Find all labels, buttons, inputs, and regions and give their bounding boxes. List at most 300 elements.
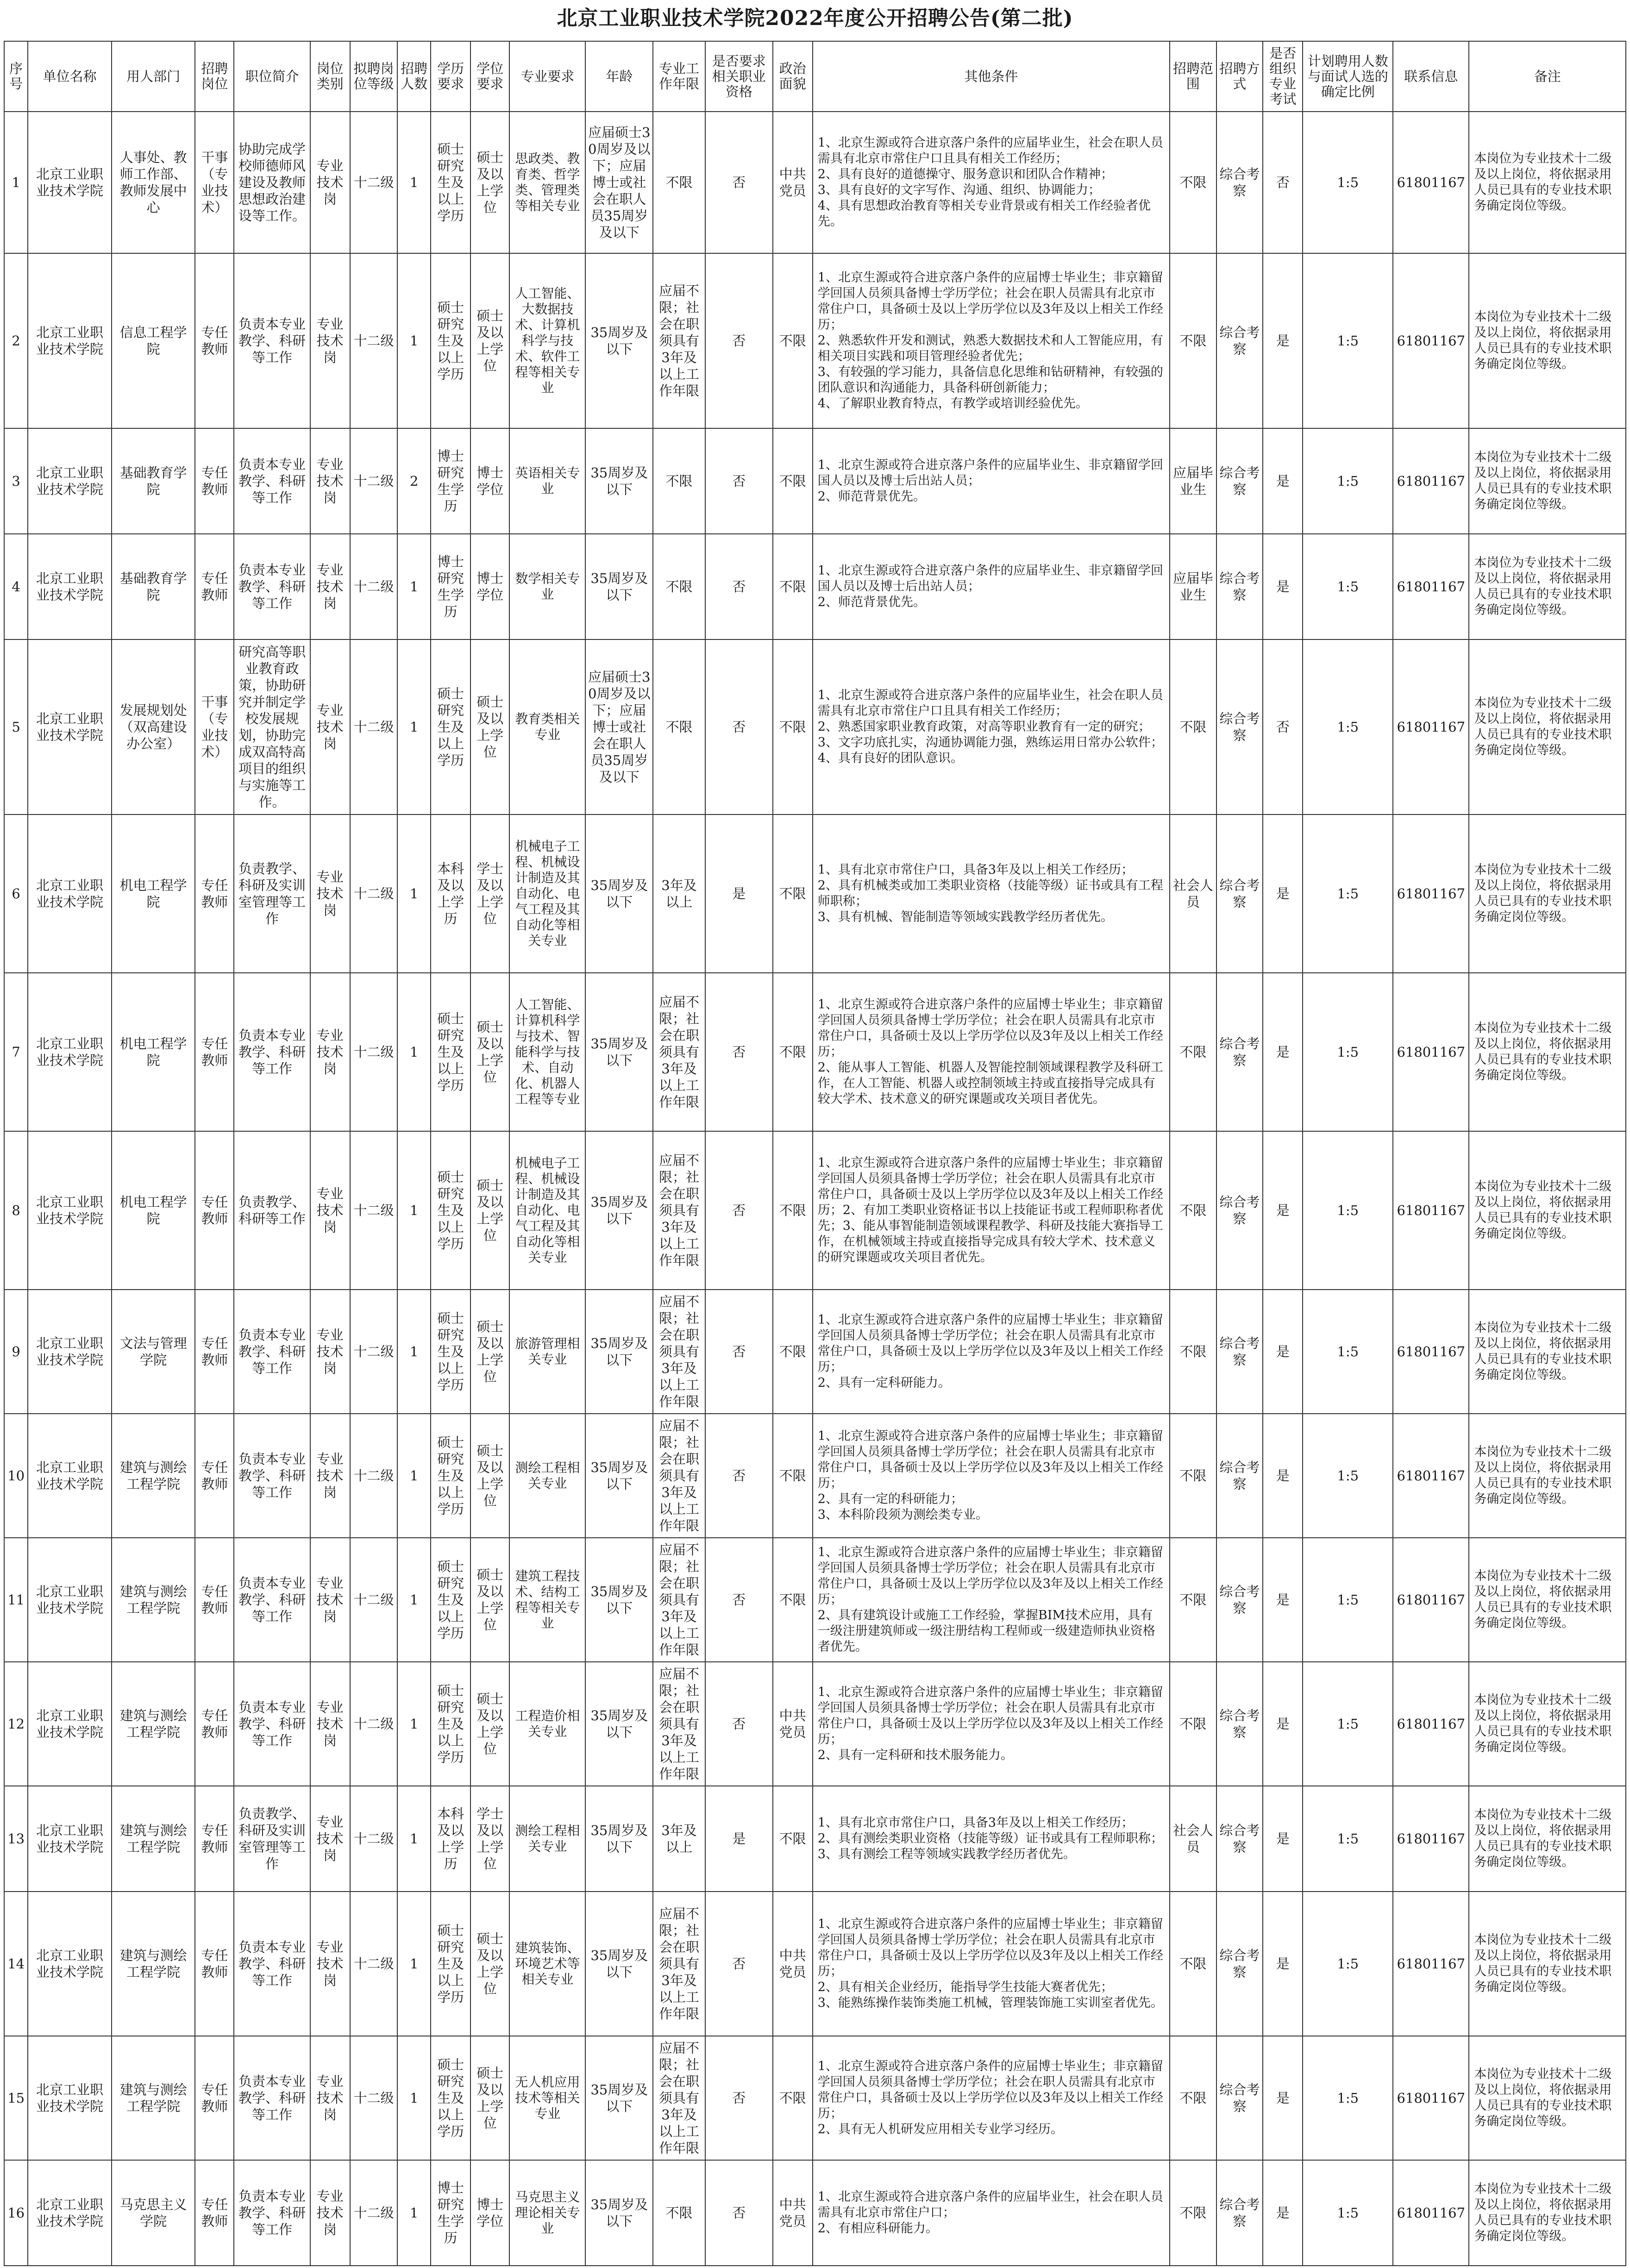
- table-row: [4, 1414, 1626, 1538]
- cell-category: 专业技术岗: [310, 2160, 350, 2266]
- cell-post: 专任教师: [195, 1414, 234, 1538]
- cell-age: 35周岁及以下: [585, 973, 653, 1131]
- cell-note: 本岗位为专业技术十二级及以上岗位，将依据录用人员已具有的专业技术职务确定岗位等级。: [1469, 2160, 1626, 2266]
- cell-contact: 61801167: [1393, 1414, 1469, 1538]
- cell-major: 工程造价相关专业: [509, 1662, 585, 1786]
- cell-age: 35周岁及以下: [585, 2160, 653, 2266]
- cell-intro: 负责本专业教学、科研等工作: [234, 1662, 310, 1786]
- cell-unit: 北京工业职业技术学院: [28, 1414, 112, 1538]
- cell-politics: 中共党员: [773, 1662, 813, 1786]
- cell-major: 数学相关专业: [509, 534, 585, 639]
- cell-post: 专任教师: [195, 1538, 234, 1662]
- cell-department: 马克思主义学院: [112, 2160, 195, 2266]
- cell-years: 3年及以上: [653, 1786, 705, 1892]
- cell-conditions: 1、北京生源或符合进京落户条件的应届博士毕业生；非京籍留学回国人员须具备博士学历学位；社会在职人员需具有北京市常住户口，具备硕士及以上学历学位以及3年及以上相关工作经历；2、有加工类职业资格证书以上技能证书或工程师职称者优先；3、能从事智能制造领域课程教学、科研及技能大赛指导工作，在机械领域主持或直接指导完成具有较大学术、技术意义的研究课题或攻关项目者优先。: [813, 1131, 1170, 1290]
- cell-conditions: 1、北京生源或符合进京落户条件的应届毕业生，社会在职人员需具有北京市常住户口且具有相关工作经历； 2、熟悉国家职业教育政策，对高等职业教育有一定的研究； 3、文字功底扎实，沟通协调能力强，熟练运用日常办公软件； 4、具有良好的团队意识。: [813, 639, 1170, 814]
- cell-exam: 是: [1263, 1892, 1303, 2036]
- cell-age: 35周岁及以下: [585, 1892, 653, 2036]
- cell-post: 专任教师: [195, 814, 234, 973]
- cell-intro: 负责教学、科研及实训室管理等工作: [234, 1786, 310, 1892]
- cell-intro: 负责本专业教学、科研等工作: [234, 534, 310, 639]
- cell-age: 应届硕士30周岁及以下；应届博士或社会在职人员35周岁及以下: [585, 112, 653, 253]
- cell-count: 1: [397, 2160, 431, 2266]
- cell-method: 综合考察: [1216, 1131, 1263, 1290]
- cell-years: 不限: [653, 639, 705, 814]
- cell-index: 12: [4, 1662, 28, 1786]
- cell-education: 硕士研究生及以上学历: [431, 639, 470, 814]
- column-header: 其他条件: [813, 41, 1170, 112]
- cell-level: 十二级: [350, 973, 398, 1131]
- cell-education: 硕士研究生及以上学历: [431, 973, 470, 1131]
- cell-post: 专任教师: [195, 1662, 234, 1786]
- cell-politics: 不限: [773, 1414, 813, 1538]
- cell-note: 本岗位为专业技术十二级及以上岗位，将依据录用人员已具有的专业技术职务确定岗位等级。: [1469, 1786, 1626, 1892]
- column-header: 学历要求: [431, 41, 470, 112]
- cell-major: 人工智能、计算机科学与技术、智能科学与技术、自动化、机器人工程等专业: [509, 973, 585, 1131]
- cell-politics: 中共党员: [773, 2160, 813, 2266]
- cell-ratio: 1:5: [1303, 1786, 1393, 1892]
- cell-certificate: 否: [705, 428, 773, 534]
- cell-degree: 硕士及以上学位: [470, 112, 509, 253]
- cell-age: 35周岁及以下: [585, 1290, 653, 1414]
- cell-conditions: 1、北京生源或符合进京落户条件的应届毕业生、非京籍留学回国人员以及博士后出站人员； 2、师范背景优先。: [813, 428, 1170, 534]
- cell-post: 专任教师: [195, 534, 234, 639]
- cell-major: 建筑装饰、环境艺术等相关专业: [509, 1892, 585, 2036]
- table-row: [4, 1538, 1626, 1662]
- cell-age: 35周岁及以下: [585, 253, 653, 428]
- cell-major: 测绘工程相关专业: [509, 1786, 585, 1892]
- cell-education: 硕士研究生及以上学历: [431, 253, 470, 428]
- cell-exam: 否: [1263, 639, 1303, 814]
- cell-ratio: 1:5: [1303, 1538, 1393, 1662]
- cell-count: 1: [397, 973, 431, 1131]
- column-header: 序号: [4, 41, 28, 112]
- cell-years: 应届不限；社会在职须具有3年及以上工作年限: [653, 1892, 705, 2036]
- cell-method: 综合考察: [1216, 2036, 1263, 2160]
- cell-index: 16: [4, 2160, 28, 2266]
- cell-major: 旅游管理相关专业: [509, 1290, 585, 1414]
- cell-conditions: 1、北京生源或符合进京落户条件的应届毕业生，社会在职人员需具有北京市常住户口； 2、有相应科研能力。: [813, 2160, 1170, 2266]
- cell-certificate: 否: [705, 1131, 773, 1290]
- cell-politics: 不限: [773, 1290, 813, 1414]
- cell-unit: 北京工业职业技术学院: [28, 639, 112, 814]
- cell-certificate: 否: [705, 1892, 773, 2036]
- cell-index: 1: [4, 112, 28, 253]
- cell-exam: 是: [1263, 428, 1303, 534]
- cell-unit: 北京工业职业技术学院: [28, 2160, 112, 2266]
- cell-note: 本岗位为专业技术十二级及以上岗位，将依据录用人员已具有的专业技术职务确定岗位等级。: [1469, 1892, 1626, 2036]
- cell-scope: 不限: [1170, 1131, 1216, 1290]
- cell-intro: 负责本专业教学、科研等工作: [234, 973, 310, 1131]
- cell-department: 建筑与测绘工程学院: [112, 2036, 195, 2160]
- cell-ratio: 1:5: [1303, 534, 1393, 639]
- cell-unit: 北京工业职业技术学院: [28, 1290, 112, 1414]
- cell-note: 本岗位为专业技术十二级及以上岗位，将依据录用人员已具有的专业技术职务确定岗位等级。: [1469, 1662, 1626, 1786]
- cell-category: 专业技术岗: [310, 1662, 350, 1786]
- cell-years: 应届不限；社会在职须具有3年及以上工作年限: [653, 1662, 705, 1786]
- cell-contact: 61801167: [1393, 1786, 1469, 1892]
- cell-unit: 北京工业职业技术学院: [28, 1786, 112, 1892]
- cell-exam: 是: [1263, 2160, 1303, 2266]
- header-row: [4, 41, 1626, 112]
- cell-department: 基础教育学院: [112, 428, 195, 534]
- cell-exam: 是: [1263, 534, 1303, 639]
- cell-category: 专业技术岗: [310, 639, 350, 814]
- cell-level: 十二级: [350, 112, 398, 253]
- table-row: [4, 639, 1626, 814]
- cell-years: 应届不限；社会在职须具有3年及以上工作年限: [653, 1131, 705, 1290]
- cell-exam: 是: [1263, 1131, 1303, 1290]
- cell-note: 本岗位为专业技术十二级及以上岗位，将依据录用人员已具有的专业技术职务确定岗位等级。: [1469, 428, 1626, 534]
- cell-contact: 61801167: [1393, 1131, 1469, 1290]
- cell-scope: 不限: [1170, 1892, 1216, 2036]
- cell-note: 本岗位为专业技术十二级及以上岗位，将依据录用人员已具有的专业技术职务确定岗位等级。: [1469, 814, 1626, 973]
- cell-certificate: 否: [705, 639, 773, 814]
- cell-post: 专任教师: [195, 1131, 234, 1290]
- cell-contact: 61801167: [1393, 112, 1469, 253]
- cell-ratio: 1:5: [1303, 1892, 1393, 2036]
- table-row: [4, 112, 1626, 253]
- cell-department: 建筑与测绘工程学院: [112, 1892, 195, 2036]
- cell-category: 专业技术岗: [310, 1414, 350, 1538]
- cell-education: 硕士研究生及以上学历: [431, 1290, 470, 1414]
- cell-department: 信息工程学院: [112, 253, 195, 428]
- table-row: [4, 1131, 1626, 1290]
- cell-major: 思政类、教育类、哲学类、管理类等相关专业: [509, 112, 585, 253]
- table-row: [4, 973, 1626, 1131]
- cell-scope: 应届毕业生: [1170, 428, 1216, 534]
- cell-certificate: 否: [705, 2160, 773, 2266]
- cell-post: 专任教师: [195, 2036, 234, 2160]
- cell-exam: 是: [1263, 1290, 1303, 1414]
- cell-count: 1: [397, 253, 431, 428]
- column-header: 职位简介: [234, 41, 310, 112]
- cell-department: 建筑与测绘工程学院: [112, 1786, 195, 1892]
- cell-age: 35周岁及以下: [585, 2036, 653, 2160]
- cell-certificate: 否: [705, 1662, 773, 1786]
- cell-degree: 硕士及以上学位: [470, 1538, 509, 1662]
- column-header: 专业要求: [509, 41, 585, 112]
- cell-age: 35周岁及以下: [585, 1538, 653, 1662]
- table-row: [4, 1290, 1626, 1414]
- cell-years: 应届不限；社会在职须具有3年及以上工作年限: [653, 1290, 705, 1414]
- cell-politics: 中共党员: [773, 112, 813, 253]
- cell-method: 综合考察: [1216, 253, 1263, 428]
- column-header: 计划聘用人数与面试人选的确定比例: [1303, 41, 1393, 112]
- cell-ratio: 1:5: [1303, 814, 1393, 973]
- cell-certificate: 否: [705, 534, 773, 639]
- cell-age: 35周岁及以下: [585, 1414, 653, 1538]
- cell-method: 综合考察: [1216, 1414, 1263, 1538]
- cell-method: 综合考察: [1216, 1662, 1263, 1786]
- cell-ratio: 1:5: [1303, 1414, 1393, 1538]
- cell-department: 建筑与测绘工程学院: [112, 1414, 195, 1538]
- cell-education: 博士研究生学历: [431, 2160, 470, 2266]
- cell-years: 3年及以上: [653, 814, 705, 973]
- cell-index: 3: [4, 428, 28, 534]
- cell-scope: 社会人员: [1170, 814, 1216, 973]
- cell-index: 6: [4, 814, 28, 973]
- cell-intro: 研究高等职业教育政策，协助研究并制定学校发展规划，协助完成双高特高项目的组织与实施等工作。: [234, 639, 310, 814]
- cell-politics: 不限: [773, 428, 813, 534]
- column-header: 年龄: [585, 41, 653, 112]
- cell-method: 综合考察: [1216, 814, 1263, 973]
- cell-scope: 不限: [1170, 639, 1216, 814]
- cell-department: 机电工程学院: [112, 1131, 195, 1290]
- cell-note: 本岗位为专业技术十二级及以上岗位，将依据录用人员已具有的专业技术职务确定岗位等级。: [1469, 973, 1626, 1131]
- cell-category: 专业技术岗: [310, 428, 350, 534]
- cell-index: 8: [4, 1131, 28, 1290]
- cell-scope: 不限: [1170, 1290, 1216, 1414]
- cell-method: 综合考察: [1216, 1538, 1263, 1662]
- cell-age: 35周岁及以下: [585, 1786, 653, 1892]
- cell-age: 35周岁及以下: [585, 814, 653, 973]
- cell-index: 9: [4, 1290, 28, 1414]
- cell-note: 本岗位为专业技术十二级及以上岗位，将依据录用人员已具有的专业技术职务确定岗位等级。: [1469, 534, 1626, 639]
- cell-level: 十二级: [350, 639, 398, 814]
- cell-contact: 61801167: [1393, 973, 1469, 1131]
- cell-education: 硕士研究生及以上学历: [431, 112, 470, 253]
- cell-count: 1: [397, 639, 431, 814]
- cell-method: 综合考察: [1216, 973, 1263, 1131]
- cell-degree: 硕士及以上学位: [470, 639, 509, 814]
- cell-degree: 硕士及以上学位: [470, 1662, 509, 1786]
- cell-scope: 不限: [1170, 253, 1216, 428]
- cell-count: 1: [397, 1131, 431, 1290]
- cell-degree: 博士学位: [470, 534, 509, 639]
- cell-age: 应届硕士30周岁及以下；应届博士或社会在职人员35周岁及以下: [585, 639, 653, 814]
- cell-category: 专业技术岗: [310, 1786, 350, 1892]
- cell-post: 专任教师: [195, 2160, 234, 2266]
- cell-politics: 不限: [773, 1131, 813, 1290]
- cell-education: 本科及以上学历: [431, 1786, 470, 1892]
- cell-age: 35周岁及以下: [585, 428, 653, 534]
- cell-count: 1: [397, 1414, 431, 1538]
- cell-years: 应届不限；社会在职须具有3年及以上工作年限: [653, 973, 705, 1131]
- cell-degree: 硕士及以上学位: [470, 1290, 509, 1414]
- table-row: [4, 253, 1626, 428]
- cell-exam: 是: [1263, 1662, 1303, 1786]
- cell-major: 教育类相关专业: [509, 639, 585, 814]
- recruitment-table: [4, 41, 1626, 2266]
- cell-conditions: 1、北京生源或符合进京落户条件的应届博士毕业生；非京籍留学回国人员须具备博士学历学位；社会在职人员需具有北京市常住户口，具备硕士及以上学历学位以及3年及以上相关工作经历； 2、具有一定的科研能力； 3、本科阶段须为测绘类专业。: [813, 1414, 1170, 1538]
- cell-exam: 否: [1263, 112, 1303, 253]
- cell-major: 建筑工程技术、结构工程等相关专业: [509, 1538, 585, 1662]
- cell-conditions: 1、北京生源或符合进京落户条件的应届博士毕业生；非京籍留学回国人员须具备博士学历学位；社会在职人员需具有北京市常住户口，具备硕士及以上学历学位以及3年及以上相关工作经历； 2、具有一定科研和技术服务能力。: [813, 1662, 1170, 1786]
- cell-department: 建筑与测绘工程学院: [112, 1662, 195, 1786]
- cell-contact: 61801167: [1393, 2160, 1469, 2266]
- cell-count: 1: [397, 1892, 431, 2036]
- cell-note: 本岗位为专业技术十二级及以上岗位，将依据录用人员已具有的专业技术职务确定岗位等级。: [1469, 2036, 1626, 2160]
- cell-intro: 负责本专业教学、科研等工作: [234, 253, 310, 428]
- column-header: 学位要求: [470, 41, 509, 112]
- cell-level: 十二级: [350, 2036, 398, 2160]
- cell-intro: 负责本专业教学、科研等工作: [234, 1290, 310, 1414]
- cell-exam: 是: [1263, 2036, 1303, 2160]
- column-header: 拟聘岗位等级: [350, 41, 398, 112]
- cell-scope: 不限: [1170, 1662, 1216, 1786]
- cell-unit: 北京工业职业技术学院: [28, 534, 112, 639]
- cell-post: 干事（专业技术）: [195, 639, 234, 814]
- cell-category: 专业技术岗: [310, 253, 350, 428]
- cell-post: 专任教师: [195, 1892, 234, 2036]
- cell-level: 十二级: [350, 1892, 398, 2036]
- page-title: 北京工业职业技术学院2022年度公开招聘公告(第二批): [557, 6, 1073, 30]
- cell-category: 专业技术岗: [310, 1290, 350, 1414]
- cell-age: 35周岁及以下: [585, 534, 653, 639]
- cell-years: 不限: [653, 112, 705, 253]
- cell-category: 专业技术岗: [310, 1892, 350, 2036]
- cell-politics: 不限: [773, 1538, 813, 1662]
- cell-index: 2: [4, 253, 28, 428]
- cell-conditions: 1、北京生源或符合进京落户条件的应届博士毕业生；非京籍留学回国人员须具备博士学历学位；社会在职人员需具有北京市常住户口，具备硕士及以上学历学位以及3年及以上相关工作经历； 2、具有无人机研发应用相关专业学习经历。: [813, 2036, 1170, 2160]
- cell-contact: 61801167: [1393, 2036, 1469, 2160]
- cell-politics: 不限: [773, 2036, 813, 2160]
- cell-level: 十二级: [350, 428, 398, 534]
- cell-note: 本岗位为专业技术十二级及以上岗位，将依据录用人员已具有的专业技术职务确定岗位等级。: [1469, 1414, 1626, 1538]
- cell-unit: 北京工业职业技术学院: [28, 253, 112, 428]
- cell-index: 14: [4, 1892, 28, 2036]
- cell-count: 1: [397, 534, 431, 639]
- cell-degree: 硕士及以上学位: [470, 1414, 509, 1538]
- cell-age: 35周岁及以下: [585, 1662, 653, 1786]
- cell-index: 11: [4, 1538, 28, 1662]
- column-header: 岗位类别: [310, 41, 350, 112]
- table-row: [4, 814, 1626, 973]
- cell-years: 不限: [653, 2160, 705, 2266]
- cell-intro: 负责本专业教学、科研等工作: [234, 1414, 310, 1538]
- column-header: 是否组织专业考试: [1263, 41, 1303, 112]
- cell-years: 不限: [653, 428, 705, 534]
- table-row: [4, 1892, 1626, 2036]
- cell-level: 十二级: [350, 253, 398, 428]
- cell-unit: 北京工业职业技术学院: [28, 1131, 112, 1290]
- cell-note: 本岗位为专业技术十二级及以上岗位，将依据录用人员已具有的专业技术职务确定岗位等级。: [1469, 253, 1626, 428]
- cell-department: 发展规划处（双高建设办公室）: [112, 639, 195, 814]
- cell-method: 综合考察: [1216, 639, 1263, 814]
- cell-ratio: 1:5: [1303, 973, 1393, 1131]
- cell-department: 机电工程学院: [112, 814, 195, 973]
- cell-certificate: 否: [705, 112, 773, 253]
- cell-conditions: 1、北京生源或符合进京落户条件的应届毕业生、非京籍留学回国人员以及博士后出站人员； 2、师范背景优先。: [813, 534, 1170, 639]
- cell-years: 应届不限；社会在职须具有3年及以上工作年限: [653, 1538, 705, 1662]
- column-header: 政治面貌: [773, 41, 813, 112]
- cell-age: 35周岁及以下: [585, 1131, 653, 1290]
- column-header: 专业工作年限: [653, 41, 705, 112]
- column-header: 联系信息: [1393, 41, 1469, 112]
- cell-unit: 北京工业职业技术学院: [28, 814, 112, 973]
- cell-degree: 博士学位: [470, 2160, 509, 2266]
- cell-politics: 不限: [773, 973, 813, 1131]
- column-header: 备注: [1469, 41, 1626, 112]
- cell-ratio: 1:5: [1303, 428, 1393, 534]
- cell-contact: 61801167: [1393, 1662, 1469, 1786]
- cell-politics: 不限: [773, 253, 813, 428]
- cell-department: 机电工程学院: [112, 973, 195, 1131]
- column-header: 招聘人数: [397, 41, 431, 112]
- cell-years: 不限: [653, 534, 705, 639]
- cell-category: 专业技术岗: [310, 2036, 350, 2160]
- cell-category: 专业技术岗: [310, 814, 350, 973]
- table-row: [4, 534, 1626, 639]
- cell-contact: 61801167: [1393, 1290, 1469, 1414]
- cell-contact: 61801167: [1393, 814, 1469, 973]
- cell-scope: 不限: [1170, 112, 1216, 253]
- cell-scope: 不限: [1170, 1414, 1216, 1538]
- cell-unit: 北京工业职业技术学院: [28, 1892, 112, 2036]
- cell-count: 1: [397, 1538, 431, 1662]
- cell-intro: 负责本专业教学、科研等工作: [234, 428, 310, 534]
- cell-degree: 学士及以上学位: [470, 1786, 509, 1892]
- cell-post: 专任教师: [195, 1290, 234, 1414]
- cell-conditions: 1、北京生源或符合进京落户条件的应届博士毕业生；非京籍留学回国人员须具备博士学历学位；社会在职人员需具有北京市常住户口，具备硕士及以上学历学位以及3年及以上相关工作经历； 2、具有相关企业经历，能指导学生技能大赛者优先； 3、能熟练操作装饰类施工机械，管理装饰施工实训室者优先。: [813, 1892, 1170, 2036]
- cell-category: 专业技术岗: [310, 1538, 350, 1662]
- cell-education: 硕士研究生及以上学历: [431, 1131, 470, 1290]
- column-header: 用人部门: [112, 41, 195, 112]
- cell-ratio: 1:5: [1303, 2036, 1393, 2160]
- cell-major: 英语相关专业: [509, 428, 585, 534]
- cell-ratio: 1:5: [1303, 1290, 1393, 1414]
- cell-certificate: 否: [705, 253, 773, 428]
- cell-ratio: 1:5: [1303, 1662, 1393, 1786]
- cell-ratio: 1:5: [1303, 639, 1393, 814]
- cell-contact: 61801167: [1393, 1538, 1469, 1662]
- cell-level: 十二级: [350, 1662, 398, 1786]
- cell-index: 13: [4, 1786, 28, 1892]
- cell-politics: 不限: [773, 814, 813, 973]
- cell-method: 综合考察: [1216, 112, 1263, 253]
- cell-intro: 负责本专业教学、科研等工作: [234, 1538, 310, 1662]
- cell-department: 建筑与测绘工程学院: [112, 1538, 195, 1662]
- cell-post: 专任教师: [195, 253, 234, 428]
- cell-contact: 61801167: [1393, 639, 1469, 814]
- cell-contact: 61801167: [1393, 428, 1469, 534]
- cell-years: 应届不限；社会在职须具有3年及以上工作年限: [653, 2036, 705, 2160]
- cell-education: 博士研究生学历: [431, 534, 470, 639]
- cell-major: 机械电子工程、机械设计制造及其自动化、电气工程及其自动化等相关专业: [509, 814, 585, 973]
- cell-degree: 硕士及以上学位: [470, 2036, 509, 2160]
- cell-scope: 不限: [1170, 2036, 1216, 2160]
- cell-intro: 负责本专业教学、科研等工作: [234, 2160, 310, 2266]
- cell-unit: 北京工业职业技术学院: [28, 2036, 112, 2160]
- cell-level: 十二级: [350, 1414, 398, 1538]
- cell-degree: 博士学位: [470, 428, 509, 534]
- cell-intro: 负责本专业教学、科研等工作: [234, 1892, 310, 2036]
- cell-intro: 负责教学、科研等工作: [234, 1131, 310, 1290]
- cell-certificate: 否: [705, 1538, 773, 1662]
- cell-certificate: 是: [705, 814, 773, 973]
- cell-politics: 不限: [773, 534, 813, 639]
- cell-major: 无人机应用技术等相关专业: [509, 2036, 585, 2160]
- cell-index: 7: [4, 973, 28, 1131]
- cell-scope: 社会人员: [1170, 1786, 1216, 1892]
- cell-intro: 负责教学、科研及实训室管理等工作: [234, 814, 310, 973]
- cell-conditions: 1、北京生源或符合进京落户条件的应届博士毕业生；非京籍留学回国人员须具备博士学历学位；社会在职人员需具有北京市常住户口，具备硕士及以上学历学位以及3年及以上相关工作经历； 2、具有建筑设计或施工工作经验，掌握BIM技术应用，具有一级注册建筑师或一级注册结构工程师或一级建造师执业资格者优先。: [813, 1538, 1170, 1662]
- cell-major: 马克思主义理论相关专业: [509, 2160, 585, 2266]
- cell-unit: 北京工业职业技术学院: [28, 1538, 112, 1662]
- cell-education: 硕士研究生及以上学历: [431, 1538, 470, 1662]
- cell-method: 综合考察: [1216, 428, 1263, 534]
- cell-department: 人事处、教师工作部、教师发展中心: [112, 112, 195, 253]
- cell-level: 十二级: [350, 1131, 398, 1290]
- cell-scope: 不限: [1170, 2160, 1216, 2266]
- cell-conditions: 1、具有北京市常住户口，具备3年及以上相关工作经历； 2、具有测绘类职业资格（技能等级）证书或具有工程师职称； 3、具有测绘工程等领域实践教学经历者优先。: [813, 1786, 1170, 1892]
- cell-major: 测绘工程相关专业: [509, 1414, 585, 1538]
- cell-degree: 学士及以上学位: [470, 814, 509, 973]
- cell-certificate: 是: [705, 1786, 773, 1892]
- cell-method: 综合考察: [1216, 534, 1263, 639]
- cell-index: 15: [4, 2036, 28, 2160]
